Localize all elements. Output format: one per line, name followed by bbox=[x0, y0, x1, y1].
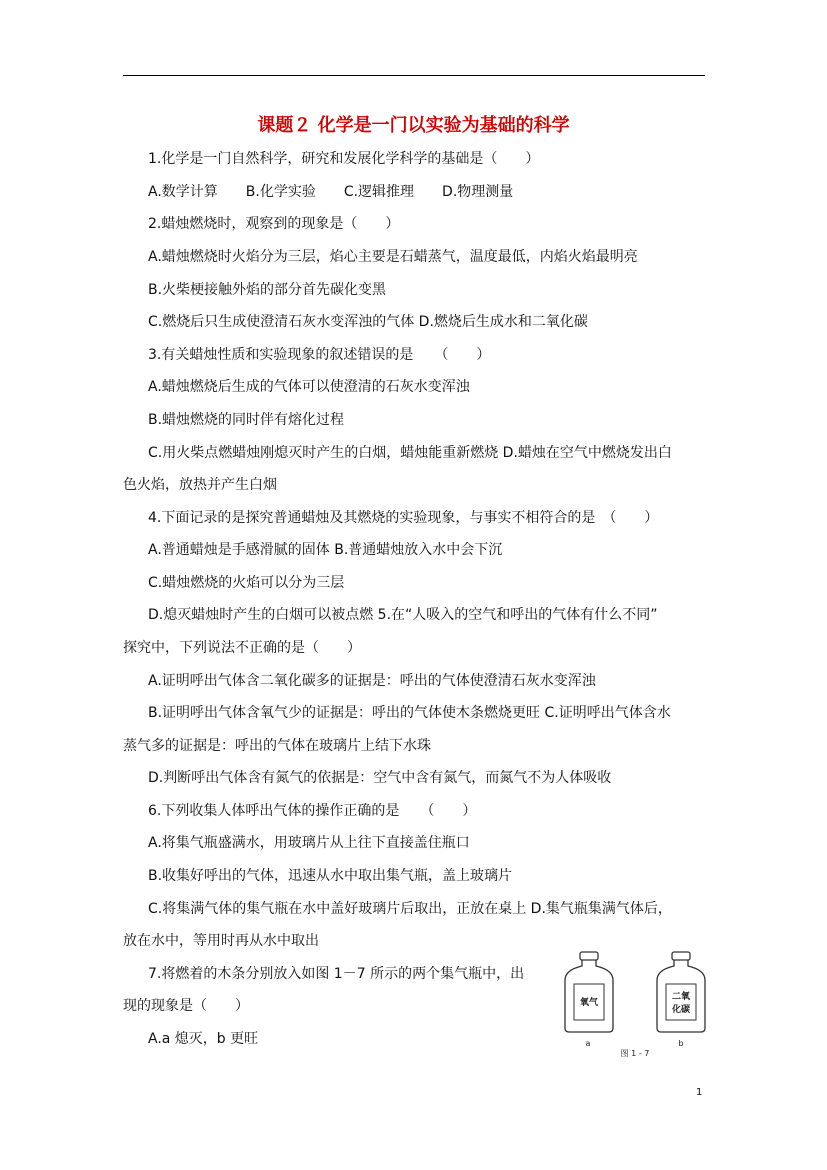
question-5-option-a: A.证明呼出气体含二氧化碳多的证据是：呼出的气体使澄清石灰水变浑浊 bbox=[148, 673, 596, 689]
question-7-option-a: A.a 熄灭，b 更旺 bbox=[148, 1031, 259, 1047]
question-4-option-d-question-5: D.熄灭蜡烛时产生的白烟可以被点燃 5.在“人吸入的空气和呼出的气体有什么不同” bbox=[148, 607, 658, 623]
figure-caption: 图 1 - 7 bbox=[620, 1049, 650, 1058]
question-3-option-a: A.蜡烛燃烧后生成的气体可以使澄清的石灰水变浑浊 bbox=[148, 379, 470, 395]
bottle-a bbox=[565, 952, 613, 1032]
bottle-b-label-line-1: 二氧 bbox=[671, 992, 691, 1002]
header-rule bbox=[123, 75, 705, 76]
bottle-b-label-line-2: 化碳 bbox=[671, 1005, 691, 1015]
question-5-option-bc: B.证明呼出气体含氧气少的证据是：呼出的气体使木条燃烧更旺 C.证明呼出气体含水 bbox=[148, 705, 671, 721]
question-2-option-a: A.蜡烛燃烧时火焰分为三层，焰心主要是石蜡蒸气，温度最低，内焰火焰最明亮 bbox=[148, 249, 638, 265]
question-7-cont: 现的现象是（ ） bbox=[123, 998, 249, 1014]
question-3-option-cd: C.用火柴点燃蜡烛刚熄灭时产生的白烟，蜡烛能重新燃烧 D.蜡烛在空气中燃烧发出白 bbox=[148, 445, 672, 461]
question-6: 6.下列收集人体呼出气体的操作正确的是 （ ） bbox=[148, 803, 477, 819]
question-1: 1.化学是一门自然科学，研究和发展化学科学的基础是（ ） bbox=[148, 151, 540, 167]
bottle-b-letter: b bbox=[678, 1039, 684, 1048]
page-number: 1 bbox=[696, 1087, 703, 1098]
question-4-option-ab: A.普通蜡烛是手感滑腻的固体 B.普通蜡烛放入水中会下沉 bbox=[148, 542, 503, 558]
question-6-option-b: B.收集好呼出的气体，迅速从水中取出集气瓶，盖上玻璃片 bbox=[148, 868, 513, 884]
question-4: 4.下面记录的是探究普通蜡烛及其燃烧的实验现象，与事实不相符合的是 （ ） bbox=[148, 510, 659, 526]
question-2-option-cd: C.燃烧后只生成使澄清石灰水变浑浊的气体 D.燃烧后生成水和二氧化碳 bbox=[148, 314, 588, 330]
question-1-options: A.数学计算 B.化学实验 C.逻辑推理 D.物理测量 bbox=[148, 184, 514, 200]
question-3-option-cd-cont: 色火焰，放热并产生白烟 bbox=[123, 477, 277, 493]
question-5-option-bc-cont: 蒸气多的证据是：呼出的气体在玻璃片上结下水珠 bbox=[123, 738, 431, 754]
bottle-a-letter: a bbox=[585, 1039, 591, 1048]
question-6-option-a: A.将集气瓶盛满水，用玻璃片从上往下直接盖住瓶口 bbox=[148, 835, 470, 851]
question-6-option-cd-cont: 放在水中，等用时再从水中取出 bbox=[123, 933, 319, 949]
question-5-option-d: D.判断呼出气体含有氮气的依据是：空气中含有氮气，而氮气不为人体吸收 bbox=[148, 770, 612, 786]
question-4-option-c: C.蜡烛燃烧的火焰可以分为三层 bbox=[148, 575, 345, 591]
question-3: 3.有关蜡烛性质和实验现象的叙述错误的是 （ ） bbox=[148, 347, 491, 363]
question-2: 2.蜡烛燃烧时，观察到的现象是（ ） bbox=[148, 216, 400, 232]
question-5-cont: 探究中，下列说法不正确的是（ ） bbox=[123, 640, 361, 656]
question-6-option-cd: C.将集满气体的集气瓶在水中盖好玻璃片后取出，正放在桌上 D.集气瓶集满气体后， bbox=[148, 901, 672, 917]
page-title: 课题２ 化学是一门以实验为基础的科学 bbox=[257, 115, 570, 136]
question-3-option-b: B.蜡烛燃烧的同时伴有熔化过程 bbox=[148, 412, 345, 428]
question-7: 7.将燃着的木条分别放入如图 1－7 所示的两个集气瓶中，出 bbox=[148, 966, 525, 982]
question-2-option-b: B.火柴梗接触外焰的部分首先碳化变黑 bbox=[148, 282, 387, 298]
bottle-a-label: 氧气 bbox=[579, 998, 599, 1008]
gas-bottles-figure bbox=[555, 950, 710, 1058]
